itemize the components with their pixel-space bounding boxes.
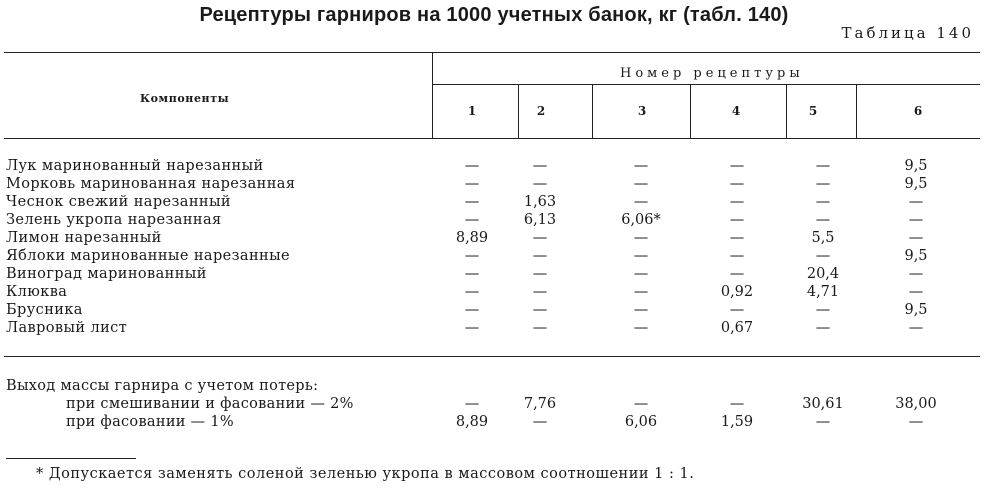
cell-r6: 38,00	[895, 396, 937, 412]
recipe-number-rule	[432, 84, 980, 85]
cell-r3: —	[633, 248, 649, 264]
table-row	[6, 176, 976, 194]
summary-row	[6, 414, 976, 432]
cell-r2: —	[532, 158, 548, 174]
cell-r3: —	[633, 176, 649, 192]
row-label: Брусника	[6, 302, 83, 318]
cell-r1: —	[464, 158, 480, 174]
row-label: Яблоки маринованные нарезанные	[6, 248, 291, 264]
cell-r5: —	[815, 158, 831, 174]
cell-r1: —	[464, 320, 480, 336]
summary-row	[6, 396, 976, 414]
cell-r5: 4,71	[806, 284, 840, 300]
cell-r5: —	[815, 302, 831, 318]
cell-r6: —	[908, 266, 924, 282]
cell-r2: —	[532, 176, 548, 192]
col-number-1: 1	[467, 104, 477, 118]
cell-r5: —	[815, 194, 831, 210]
row-label: Лимон нарезанный	[6, 230, 162, 246]
cell-r4: —	[729, 248, 745, 264]
table-top-rule	[4, 52, 980, 53]
table-row	[6, 212, 976, 230]
cell-r6: —	[908, 212, 924, 228]
cell-r6: 9,5	[904, 248, 928, 264]
cell-r2: 6,13	[523, 212, 557, 228]
header-bottom-rule	[4, 138, 980, 139]
footnote: * Допускается заменять соленой зеленью укропа в массовом соотношении 1 : 1.	[36, 466, 695, 482]
col-divider-3	[690, 84, 691, 138]
cell-r2: —	[532, 302, 548, 318]
table-row	[6, 248, 976, 266]
row-label: Чеснок свежий нарезанный	[6, 194, 231, 210]
cell-r4: —	[729, 266, 745, 282]
cell-r1: —	[464, 194, 480, 210]
cell-r3: 6,06	[624, 414, 658, 430]
cell-r4: —	[729, 158, 745, 174]
cell-r4: —	[729, 302, 745, 318]
summary-row-label: при смешивании и фасовании — 2%	[66, 396, 354, 412]
cell-r6: —	[908, 230, 924, 246]
cell-r2: —	[532, 284, 548, 300]
cell-r5: 30,61	[802, 396, 844, 412]
cell-r6: 9,5	[904, 302, 928, 318]
cell-r3: —	[633, 266, 649, 282]
summary-label: Выход массы гарнира с учетом потерь:	[6, 378, 319, 394]
cell-r4: 1,59	[720, 414, 754, 430]
cell-r3: —	[633, 158, 649, 174]
body-bottom-rule	[4, 356, 980, 357]
table-label: Таблица 140	[841, 24, 974, 42]
cell-r3: —	[633, 230, 649, 246]
cell-r1: —	[464, 266, 480, 282]
components-header: Компоненты	[140, 92, 230, 105]
cell-r5: —	[815, 414, 831, 430]
cell-r2: —	[532, 414, 548, 430]
summary-heading-line	[6, 378, 976, 396]
cell-r3: —	[633, 194, 649, 210]
cell-r2: 7,76	[523, 396, 557, 412]
cell-r6: —	[908, 194, 924, 210]
cell-r5: —	[815, 248, 831, 264]
cell-r1: 8,89	[455, 230, 489, 246]
recipe-number-header: Номер рецептуры	[620, 66, 804, 81]
table-row	[6, 230, 976, 248]
cell-r1: —	[464, 248, 480, 264]
cell-r6: 9,5	[904, 176, 928, 192]
table-row	[6, 320, 976, 338]
table-row	[6, 158, 976, 176]
cell-r1: —	[464, 176, 480, 192]
footnote-rule	[6, 458, 136, 459]
cell-r3: —	[633, 302, 649, 318]
summary-row-label: при фасовании — 1%	[66, 414, 234, 430]
table-row	[6, 194, 976, 212]
page-title: Рецептуры гарниров на 1000 учетных банок, кг (табл. 140)	[199, 4, 789, 26]
cell-r3: 6,06*	[621, 212, 661, 228]
table-row	[6, 266, 976, 284]
cell-r6: —	[908, 320, 924, 336]
cell-r1: —	[464, 284, 480, 300]
table-row	[6, 302, 976, 320]
cell-r4: 0,92	[720, 284, 754, 300]
row-label: Лавровый лист	[6, 320, 128, 336]
cell-r4: —	[729, 194, 745, 210]
cell-r1: 8,89	[455, 414, 489, 430]
col-divider-2	[592, 84, 593, 138]
cell-r5: —	[815, 320, 831, 336]
cell-r4: —	[729, 176, 745, 192]
cell-r3: —	[633, 396, 649, 412]
cell-r4: —	[729, 396, 745, 412]
cell-r5: —	[815, 176, 831, 192]
row-label: Морковь маринованная нарезанная	[6, 176, 296, 192]
cell-r3: —	[633, 284, 649, 300]
row-label: Зелень укропа нарезанная	[6, 212, 222, 228]
col-number-5: 5	[808, 104, 818, 118]
col-number-2: 2	[536, 104, 546, 118]
cell-r2: —	[532, 320, 548, 336]
cell-r5: 20,4	[806, 266, 840, 282]
cell-r1: —	[464, 302, 480, 318]
cell-r2: —	[532, 266, 548, 282]
cell-r1: —	[464, 212, 480, 228]
cell-r6: 9,5	[904, 158, 928, 174]
col-number-6: 6	[913, 104, 923, 118]
cell-r5: 5,5	[811, 230, 835, 246]
row-label: Лук маринованный нарезанный	[6, 158, 264, 174]
col-divider-4	[786, 84, 787, 138]
cell-r4: 0,67	[720, 320, 754, 336]
col-number-4: 4	[731, 104, 741, 118]
cell-r2: —	[532, 230, 548, 246]
col-divider-1	[518, 84, 519, 138]
cell-r6: —	[908, 284, 924, 300]
cell-r4: —	[729, 230, 745, 246]
cell-r5: —	[815, 212, 831, 228]
cell-r6: —	[908, 414, 924, 430]
row-label: Клюква	[6, 284, 68, 300]
cell-r4: —	[729, 212, 745, 228]
col-divider-5	[856, 84, 857, 138]
cell-r2: —	[532, 248, 548, 264]
header-divider	[432, 52, 433, 138]
row-label: Виноград маринованный	[6, 266, 207, 282]
cell-r3: —	[633, 320, 649, 336]
cell-r2: 1,63	[523, 194, 557, 210]
cell-r1: —	[464, 396, 480, 412]
col-number-3: 3	[637, 104, 647, 118]
table-row	[6, 284, 976, 302]
